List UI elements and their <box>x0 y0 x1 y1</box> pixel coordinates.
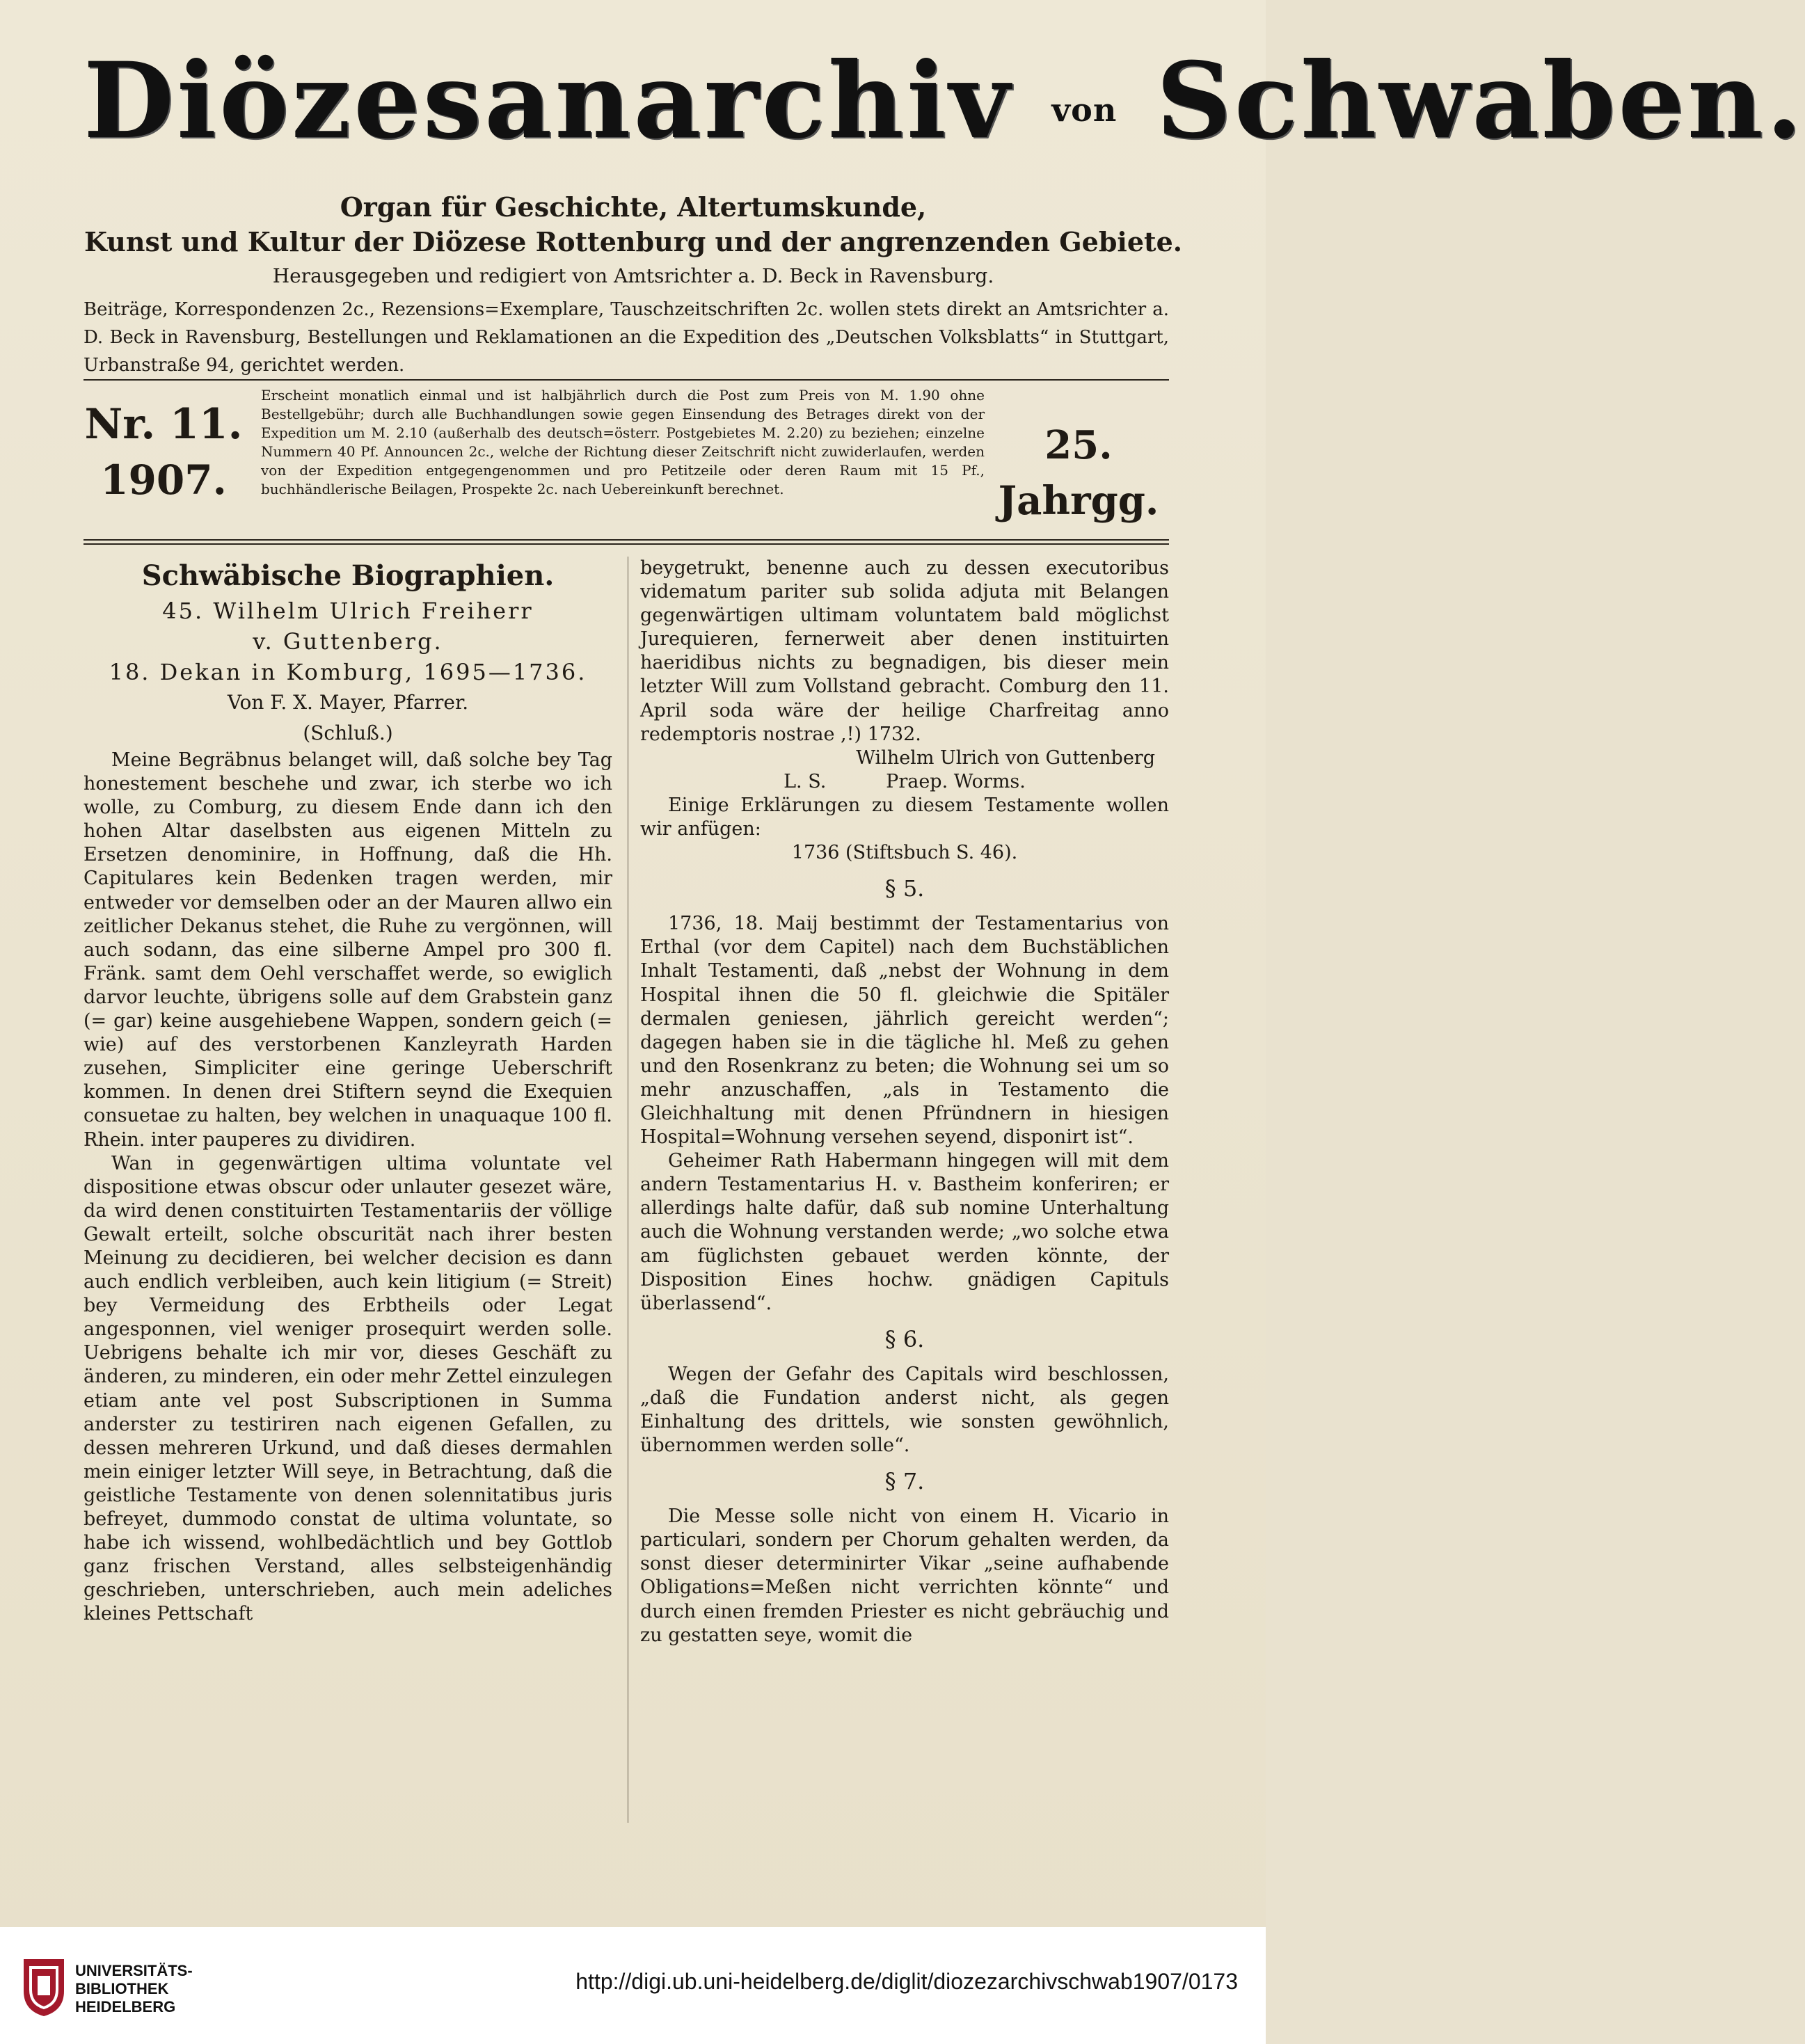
subtitle-line-1: Organ für Geschichte, Altertumskunde, <box>340 191 927 223</box>
subtitle-line-2: Kunst und Kultur der Diözese Rottenburg und der angrenzenden Gebiete. <box>84 226 1182 257</box>
paragraph: Einige Erklärungen zu diesem Testamente wollen wir anfügen: <box>640 794 1169 840</box>
header-rule-bottom-2 <box>84 543 1169 545</box>
library-name-line: BIBLIOTHEK <box>75 1980 169 1997</box>
masthead-title <box>84 14 1805 197</box>
source-url-link[interactable]: http://digi.ub.uni-heidelberg.de/diglit/diozezarchivschwab1907/0173 <box>575 1969 1238 1994</box>
subtitle-line-3: Herausgegeben und redigiert von Amtsrichter a. D. Beck in Ravensburg. <box>272 264 994 287</box>
column-right <box>640 557 1169 1647</box>
section-heading: § 5. <box>884 875 925 902</box>
paragraph: Wan in gegenwärtigen ultima voluntate vel dispositione etwas obscur oder unlauter gesezet wäre, da wird denen constituirten Testamentariis der völlige Gewalt erteilt, solche obscurität nach ihrer besten Meinung zu decidieren, bei welcher decision es dann auch endlich verbleiben, auch kein litigium (= Streit) bey Vermeidung des Erbtheils oder Legat angesponnen, viel weniger prosequirt werden solle. Uebrigens behalte ich mir vor, dieses Geschäft zu änderen, zu minderen, ein oder mehr Zettel einzulegen etiam ante vel post Subscriptionen in Summa anderster zu testiriren nach eigenen Gefallen, zu dessen mehreren Urkund, und daß dieses dermahlen mein einiger letzter Will seye, in Betrachtung, daß die geistliche Testamente von denen solennitatibus juris befreyet, dummodo constat de ultima voluntate, so habe ich wissend, wohlbedächtlich und bey Gottlob ganz frischen Verstand, alles selbsteigenhändig geschrieben, unterschrieben, auch mein adeliches kleines Pettschaft <box>84 1152 612 1625</box>
issue-year: 1907. <box>100 456 227 504</box>
header-rule-top <box>84 379 1169 381</box>
signature-name: Wilhelm Ulrich von Guttenberg <box>856 746 1155 769</box>
contribution-notice: Beiträge, Korrespondenzen 2c., Rezensions=Exemplare, Tauschzeitschriften 2c. wollen stets direkt an Amtsrichter a. D. Beck in Ravensburg, Bestellungen und Reklamationen an die Expedition des „Deutschen Volksblatts“ in Stuttgart, Urbanstraße 94, gerichtet werden. <box>84 299 1169 376</box>
paragraph: Wegen der Gefahr des Capitals wird beschlossen, „daß die Fundation anderst nicht, als gegen Einhaltung des drittels, wie sonsten gewöhnlich, übernommen werden solle“. <box>640 1363 1169 1457</box>
library-name <box>75 1962 193 2016</box>
section-heading: § 7. <box>884 1468 925 1495</box>
article-subtitle-1: 45. Wilhelm Ulrich Freiherr <box>162 598 534 624</box>
header-rule-bottom <box>84 539 1169 541</box>
source-reference: 1736 (Stiftsbuch S. 46). <box>791 842 1018 864</box>
jahrgang-label: Jahrgg. <box>998 478 1159 524</box>
signature-seal: L. S. Praep. Worms. <box>784 770 1026 792</box>
jahrgang-number: 25. <box>1044 422 1113 468</box>
paragraph: Geheimer Rath Habermann hingegen will mit dem andern Testamentarius H. v. Bastheim konferiren; er allerdings halte dafür, daß sub nomine Unterhaltung auch die Wohnung verstanden werde; „wo solche etwa am füglichsten gebauet werden könnte, der Disposition Eines hochw. gnädigen Capituls überlassend“. <box>640 1150 1169 1314</box>
university-library-logo-icon <box>21 1956 67 2018</box>
library-name-line: UNIVERSITÄTS- <box>75 1962 193 1979</box>
paragraph: Meine Begräbnus belanget will, daß solche bey Tag honestement beschehe und zwar, ich sterbe wo ich wolle, zu Comburg, zu diesem Ende dann ich den hohen Altar daselbsten aus eigenen Mitteln zu Ersetzen denominire, in Hoffnung, daß die Hh. Capitulares kein Bedenken tragen werden, mir entweder vor demselben oder an der Mauren allwo ein zeitlicher Dekanus stehet, die Ruhe zu vergönnen, will auch sodann, das eine silberne Ampel pro 300 fl. Fränk. samt dem Oehl verschaffet werde, so ewiglich darvor leuchte, übrigens solle auf dem Grabstein ganz (= gar) keine ausgehiebene Wappen, sondern geich (= wie) auf des verstorbenen Kanzleyrath Harden zusehen, Simpliciter eine geringe Ueberschrift kommen. In denen drei Stiftern seynd die Exequien consuetae zu halten, bey welchen in unaquaque 100 fl. Rhein. inter pauperes zu dividiren. <box>84 749 612 1151</box>
masthead-title-von: von <box>1051 91 1118 129</box>
article-title: Schwäbische Biographien. <box>141 559 555 592</box>
masthead <box>84 14 1805 188</box>
article-author: Von F. X. Mayer, Pfarrer. <box>227 691 469 714</box>
issue-number: Nr. 11. <box>84 400 243 449</box>
jahrgang-block <box>988 417 1169 529</box>
subscription-info: Erscheint monatlich einmal und ist halbjährlich durch die Post zum Preis von M. 1.90 ohne Bestellgebühr; durch alle Buchhandlungen sowie gegen Einsendung des Betrages direkt von der Expedition um M. 2.10 (außerhalb des deutsch=österr. Postgebietes M. 2.20) zu beziehen; einzelne Nummern 40 Pf. Announcen 2c., welche der Richtung dieser Zeitschrift nicht zuwiderlaufen, werden von der Expedition entgegengenommen und pro Petitzeile oder deren Raum mit 15 Pf., buchhändlerische Beilagen, Prospekte 2c. nach Uebereinkunft berechnet. <box>261 387 985 497</box>
library-name-line: HEIDELBERG <box>75 1998 176 2015</box>
article-subtitle-3: 18. Dekan in Komburg, 1695—1736. <box>109 659 587 685</box>
article-continuation: (Schluß.) <box>303 721 393 744</box>
column-left <box>84 557 612 1626</box>
issue-number-block <box>84 397 244 508</box>
article-subtitle-2: v. Guttenberg. <box>253 628 443 655</box>
masthead-title-left: Diözesanarchiv <box>84 40 1013 162</box>
paragraph: Die Messe solle nicht von einem H. Vicario in particulari, sondern per Chorum gehalten werden, da sonst dieser determinirter Vikar „seine aufhabende Obligations=Meßen nicht verrichten könnte“ und durch einen fremden Priester es nicht gebräuchig und zu gestatten seye, womit die <box>640 1506 1169 1646</box>
masthead-title-right: Schwaben. <box>1156 40 1805 162</box>
section-heading: § 6. <box>884 1325 925 1352</box>
paragraph: beygetrukt, benenne auch zu dessen executoribus vidematum pariter sub solida adjuta mit Belangen gegenwärtigen ultimam voluntatem bald möglichst Jurequieren, fernerweit aber denen instituirten haeridibus nichts zu begnadigen, bis dieser mein letzter Will zum Vollstand gebracht. Comburg den 11. April soda wäre der heilige Charfreitag anno redemptoris nostrae ,!) 1732. <box>640 557 1169 745</box>
paragraph: 1736, 18. Maij bestimmt der Testamentarius von Erthal (vor dem Capitel) nach dem Buchstäblichen Inhalt Testamenti, daß „nebst der Wohnung in dem Hospital ihnen die 50 fl. gleichwie die Spitäler dermalen geniesen, jährlich gereicht werden“; dagegen haben sie in die tägliche hl. Meß zu gehen und den Rosenkranz zu beten; die Wohnung sei um so mehr anzuschaffen, „als in Testamento die Gleichhaltung mit denen Pfründnern in hiesigen Hospital=Wohnung versehen seyend, disponirt ist“. <box>640 913 1169 1149</box>
footer-bar <box>0 1927 1266 2044</box>
